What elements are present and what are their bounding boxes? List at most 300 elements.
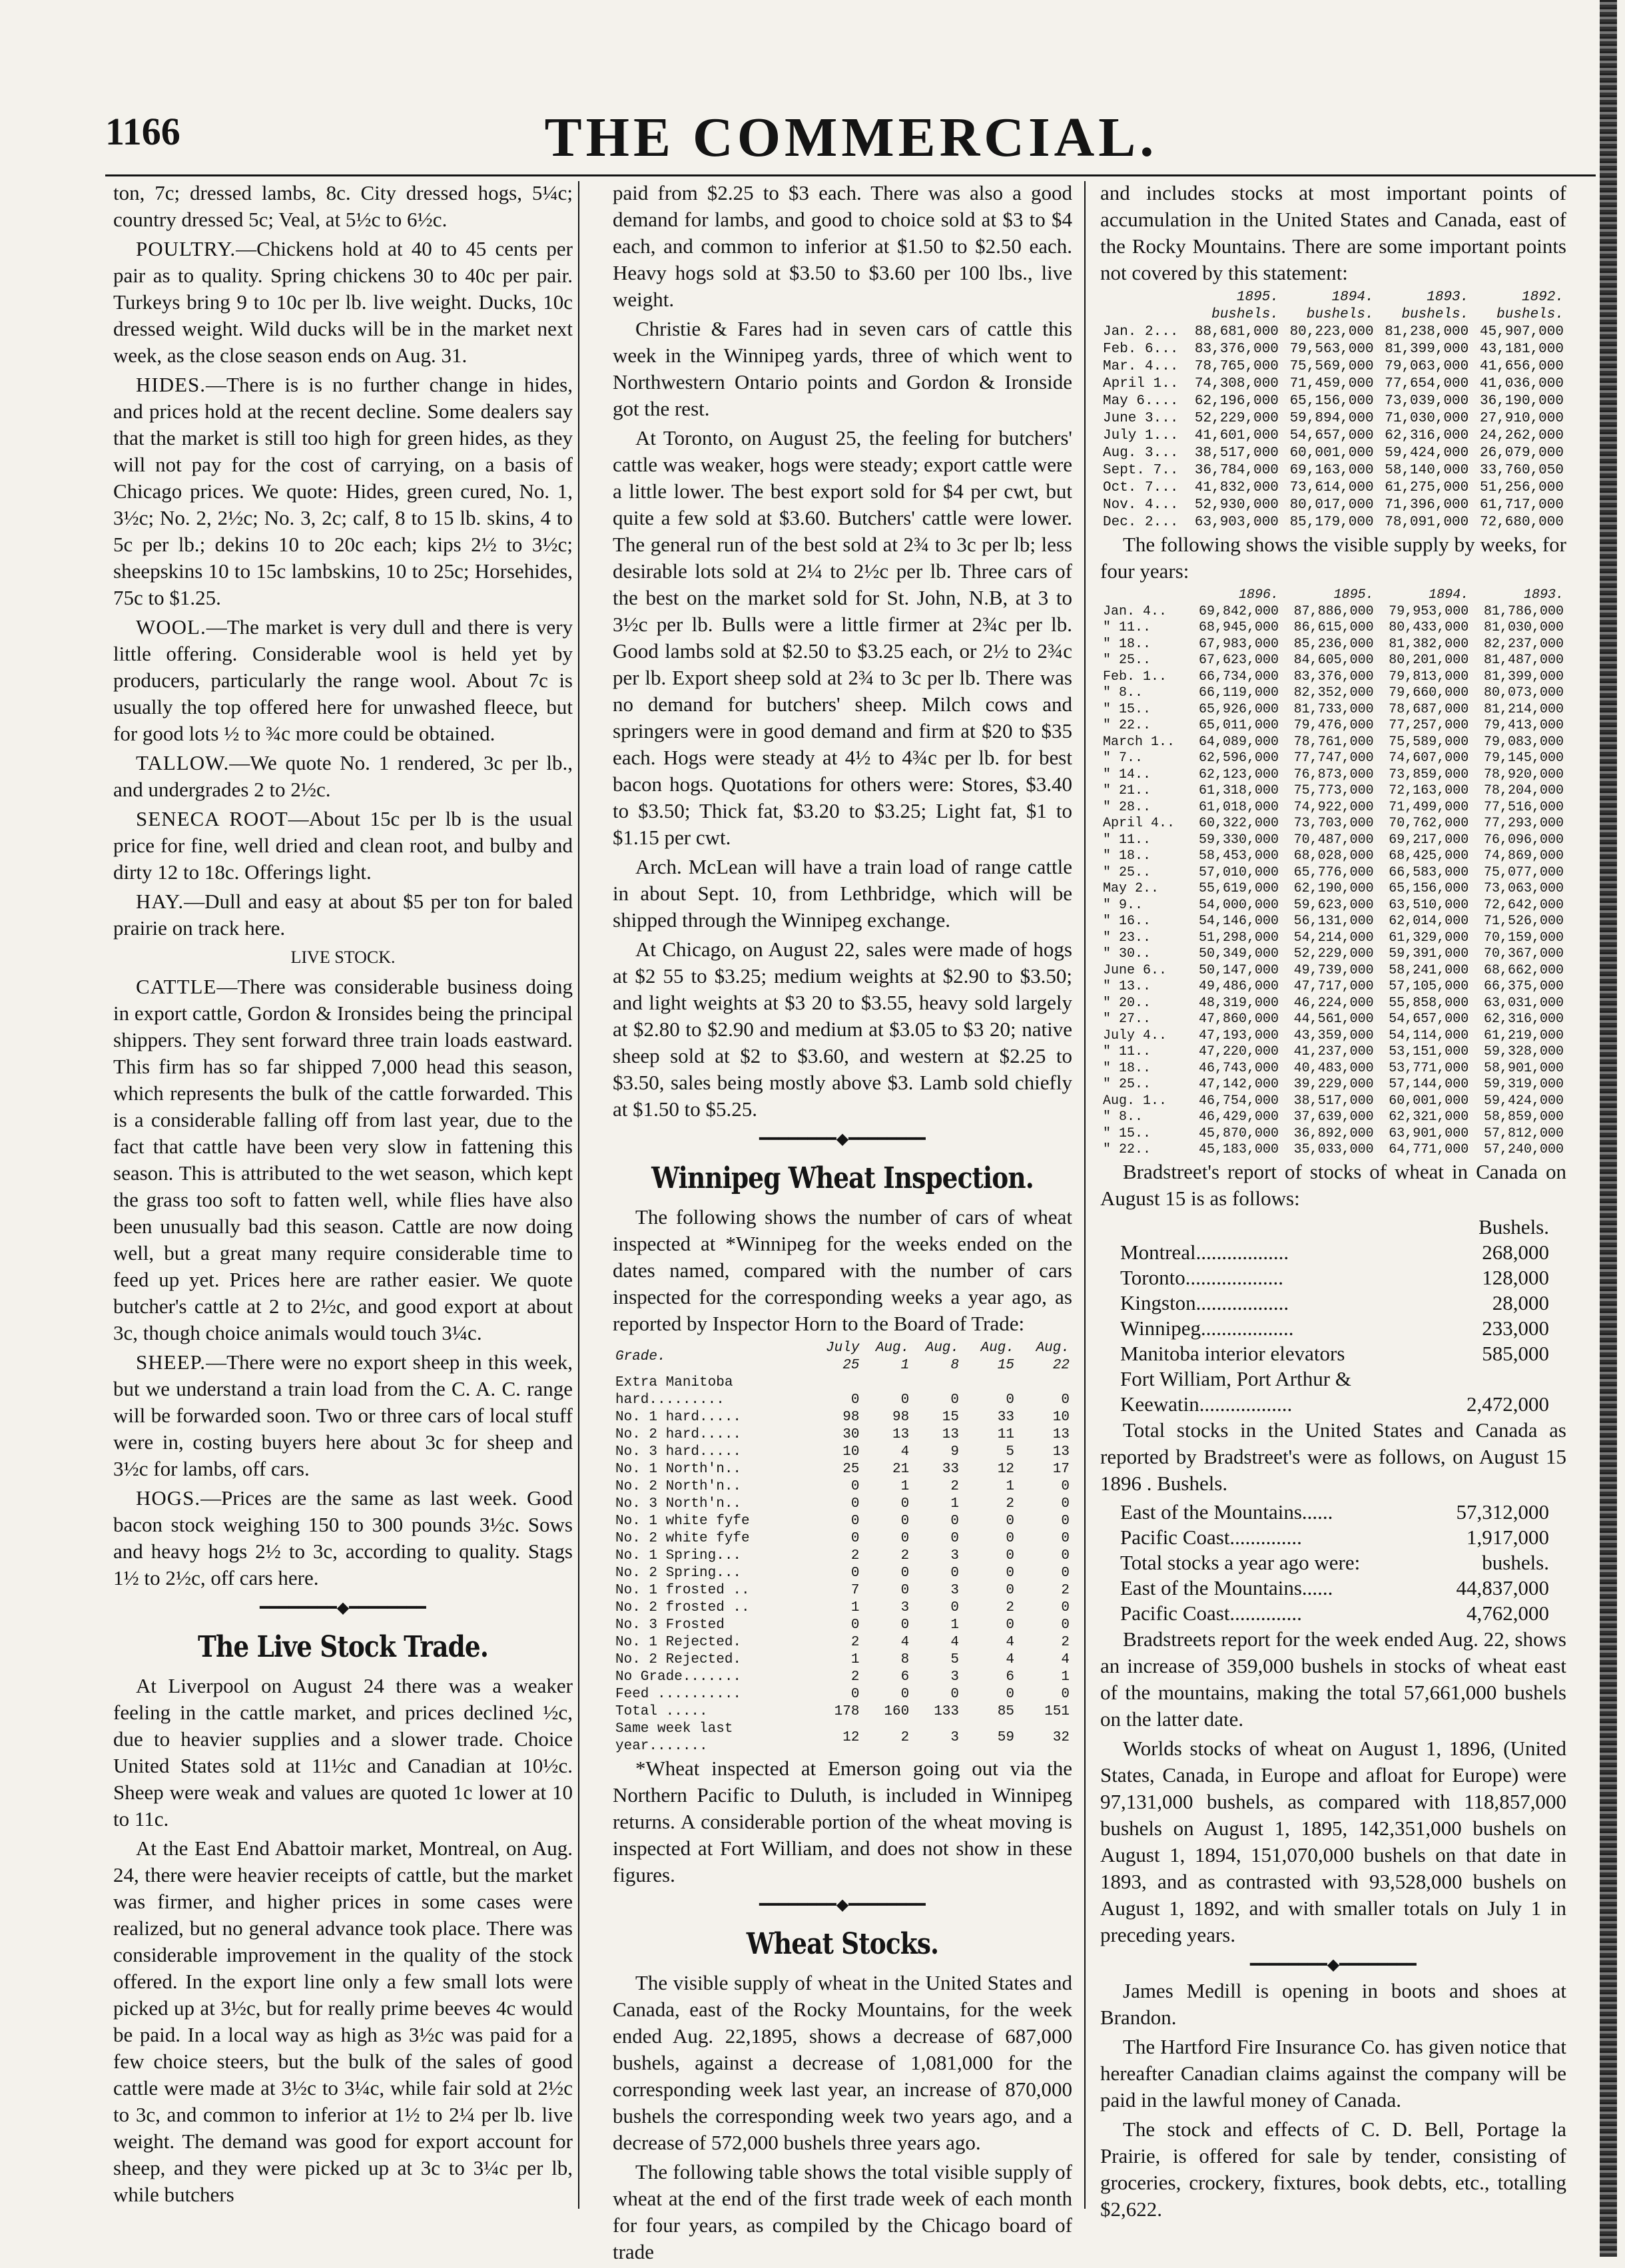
table-row: [1100, 946, 1566, 963]
table-cell: Manitoba interior elevators: [1120, 1341, 1345, 1365]
table-cell: 65,156,000: [1289, 394, 1374, 409]
run-in-head: HIDES.: [136, 373, 206, 396]
table-cell: 59,424,000: [1385, 445, 1469, 461]
paragraph-sheep: [113, 1349, 573, 1482]
table-cell: 62,316,000: [1385, 428, 1469, 443]
table-row: [613, 1582, 1072, 1599]
table-cell: 66,119,000: [1198, 685, 1279, 701]
table-row: [1100, 718, 1566, 734]
paragraph-hay: [113, 888, 573, 942]
table-row: [1100, 514, 1566, 531]
table-cell: 77,293,000: [1483, 816, 1564, 831]
table-cell: 70,762,000: [1389, 816, 1469, 831]
table-cell: Fort William, Port Arthur &: [1120, 1366, 1351, 1390]
table-cell: 13: [1052, 1444, 1070, 1460]
table-cell: 61,318,000: [1198, 783, 1279, 798]
table-cell: 9: [950, 1444, 960, 1460]
table-cell: 81,399,000: [1483, 669, 1564, 685]
column-header: [1100, 587, 1186, 604]
table-row: [1120, 1500, 1549, 1525]
table-cell: 0: [1061, 1617, 1070, 1633]
table-cell: 88,681,000: [1194, 324, 1279, 340]
table-cell: No. 2 North'n..: [615, 1479, 742, 1494]
table-cell: Total stocks a year ago were:: [1120, 1550, 1361, 1574]
table-cell: 59,894,000: [1289, 411, 1374, 426]
table-cell: 81,214,000: [1483, 701, 1564, 717]
table-cell: 3: [950, 1669, 960, 1685]
table-cell: 79,813,000: [1389, 669, 1469, 685]
column-3: [1100, 180, 1566, 2225]
table-cell: 60,001,000: [1289, 445, 1374, 461]
table-cell: 83,376,000: [1194, 342, 1279, 357]
table-cell: 0: [1061, 1496, 1070, 1512]
table-cell: 57,144,000: [1389, 1077, 1469, 1092]
table-cell: 68,662,000: [1483, 962, 1564, 978]
table-cell: 72,680,000: [1479, 515, 1564, 530]
table-row: [1100, 358, 1566, 376]
table-header-row: [1100, 289, 1566, 306]
table-cell: 3: [950, 1730, 960, 1745]
table-cell: 72,163,000: [1389, 783, 1469, 798]
table-row: [1100, 979, 1566, 995]
table-cell: 3: [950, 1548, 960, 1563]
table-cell: 2,472,000: [1466, 1392, 1549, 1416]
ornament-divider: ━━━━━━━━◆━━━━━━━━: [759, 1896, 926, 1914]
table-cell: 73,859,000: [1389, 766, 1469, 782]
table-cell: 41,656,000: [1479, 359, 1564, 374]
table-cell: Oct. 7...: [1103, 480, 1179, 495]
table-cell: 0: [900, 1583, 910, 1598]
table-cell: " 8..: [1103, 1109, 1143, 1125]
table-cell: " 22..: [1103, 718, 1151, 733]
table-cell: 0: [900, 1496, 910, 1512]
table-row: [1120, 1550, 1549, 1575]
table-cell: 6: [900, 1669, 910, 1685]
table-cell: 0: [1061, 1392, 1070, 1408]
paragraph-hogs: [113, 1485, 573, 1591]
table-cell: " 18..: [1103, 1060, 1151, 1076]
column-unit: [1100, 306, 1186, 324]
table-cell: 74,869,000: [1483, 848, 1564, 864]
table-cell: 57,812,000: [1483, 1125, 1564, 1141]
run-in-head: TALLOW.: [136, 751, 230, 774]
table-row: [1100, 750, 1566, 767]
table-cell: 71,396,000: [1385, 497, 1469, 513]
table-cell: 86,615,000: [1293, 620, 1374, 635]
table-cell: 73,063,000: [1483, 881, 1564, 896]
table-cell: 80,223,000: [1289, 324, 1374, 340]
table-cell: May 6....: [1103, 394, 1179, 409]
table-cell: 60,001,000: [1389, 1093, 1469, 1109]
table-cell: 66,583,000: [1389, 864, 1469, 880]
table-cell: 46,224,000: [1293, 995, 1374, 1011]
table-cell: No. 2 Rejected.: [615, 1652, 742, 1667]
column-unit: bushels.: [1401, 307, 1469, 322]
table-cell: 12: [842, 1730, 860, 1745]
table-cell: 80,433,000: [1389, 620, 1469, 635]
table-cell: 10: [842, 1444, 860, 1460]
table-cell: 79,083,000: [1483, 734, 1564, 750]
run-in-head: HAY.: [136, 890, 184, 913]
table-cell: 78,920,000: [1483, 766, 1564, 782]
table-cell: 58,241,000: [1389, 962, 1469, 978]
table-cell: 0: [900, 1617, 910, 1633]
table-row: [613, 1617, 1072, 1634]
table-cell: 75,589,000: [1389, 734, 1469, 750]
table-cell: [962, 1374, 1017, 1392]
paragraph: paid from $2.25 to $3 each. There was also a good demand for lambs, and good to choice sold at $3 to $4 each, and common to inferior at $1.50 to $2.50 each. Heavy hogs sold at $3.50 to $3.60 per 100 lbs., live weight.: [613, 181, 1072, 311]
table-row: [1100, 832, 1566, 849]
run-in-head: HOGS.: [136, 1486, 201, 1510]
table-cell: 1: [950, 1496, 960, 1512]
table-cell: 98: [842, 1410, 860, 1425]
table-cell: 13: [892, 1427, 910, 1442]
table-cell: 5: [1006, 1444, 1014, 1460]
table-cell: 48,319,000: [1198, 995, 1279, 1011]
table-row: [613, 1651, 1072, 1669]
table-row: [1100, 685, 1566, 702]
table-cell: 81,399,000: [1385, 342, 1469, 357]
column-unit: bushels.: [1211, 307, 1279, 322]
table-row: [1100, 800, 1566, 816]
table-cell: 26,079,000: [1479, 445, 1564, 461]
table-row: [613, 1686, 1072, 1703]
table-cell: 0: [1061, 1565, 1070, 1581]
table-cell: 62,596,000: [1198, 750, 1279, 766]
table-cell: 45,870,000: [1198, 1125, 1279, 1141]
column-header: Aug. 1: [875, 1340, 910, 1373]
section-title-live-stock-trade: The Live Stock Trade.: [198, 1630, 488, 1664]
paragraph: and includes stocks at most important points of accumulation in the United States and Canada, east of the Rocky Mountains. There are some important points not covered by this statement:: [1100, 181, 1566, 284]
table-cell: No. 3 hard.....: [615, 1444, 742, 1460]
table-cell: 6: [1006, 1669, 1014, 1685]
table-cell: 62,321,000: [1389, 1109, 1469, 1125]
table-cell: 54,114,000: [1389, 1027, 1469, 1043]
table-cell: " 11..: [1103, 620, 1151, 635]
paragraph-text: —There is is no further change in hides, and prices hold at the recent decline. Some dealers say that the market is still too high for green hides, as they will not pay for the cost of carrying, on a basis of Chicago prices. We quote: Hides, green cured, No. 1, 3½c; No. 2, 2½c; No. 3, 2c; calf, 8 to 15 lb. skins, 4 to 5c per lb.; dekins 10 to 20c each; kips 2½ to 3½c; sheepskins 10 to 15c lambskins, 10 to 25c; Horsehides, 75c to $1.25.: [113, 373, 573, 609]
table-cell: 0: [1061, 1514, 1070, 1529]
table-cell: 79,476,000: [1293, 718, 1374, 733]
table-cell: 0: [850, 1531, 860, 1546]
table-cell: 33,760,050: [1479, 463, 1564, 478]
ornament-divider: ━━━━━━━━◆━━━━━━━━: [1250, 1956, 1417, 1974]
us-stocks-body: [1120, 1500, 1549, 1626]
table-cell: Jan. 4..: [1103, 603, 1167, 619]
table-cell: 85,236,000: [1293, 636, 1374, 652]
column-unit: bushels.: [1496, 307, 1564, 322]
table-cell: 52,930,000: [1194, 497, 1279, 513]
table-cell: 2: [1006, 1496, 1014, 1512]
table-cell: 71,526,000: [1483, 914, 1564, 929]
column-header: 1895.: [1236, 290, 1279, 305]
table-cell: 0: [900, 1687, 910, 1702]
table-row: [1120, 1366, 1549, 1392]
table-cell: July 1...: [1103, 428, 1179, 443]
table-cell: 78,091,000: [1385, 515, 1469, 530]
table-row: [613, 1444, 1072, 1461]
table-cell: 36,784,000: [1194, 463, 1279, 478]
table-cell: No. 2 white fyfe: [615, 1531, 750, 1546]
table-cell: [1017, 1374, 1072, 1392]
table-cell: 0: [1006, 1548, 1014, 1563]
table-cell: 63,903,000: [1194, 515, 1279, 530]
column-unit: Bushels.: [1478, 1215, 1549, 1239]
table-row-last-year: [613, 1721, 1072, 1755]
table-cell: 4: [1061, 1652, 1070, 1667]
paragraph: The following table shows the total visible supply of wheat at the end of the first trade week of each month for four years, as compiled by the Chicago board of trade: [613, 2160, 1072, 2263]
table-cell: 12: [997, 1462, 1014, 1477]
table-cell: 13: [942, 1427, 960, 1442]
table-cell: 58,453,000: [1198, 848, 1279, 864]
table-cell: " 11..: [1103, 832, 1151, 848]
table-cell: 78,687,000: [1389, 701, 1469, 717]
table-cell: " 22..: [1103, 1142, 1151, 1157]
column-header: Grade.: [615, 1349, 666, 1364]
table-cell: Montreal..................: [1120, 1240, 1289, 1264]
table-cell: Pacific Coast..............: [1120, 1601, 1302, 1625]
table-cell: 64,089,000: [1198, 734, 1279, 750]
table-cell: 62,123,000: [1198, 766, 1279, 782]
table-cell: 2: [850, 1548, 860, 1563]
table-cell: 27,910,000: [1479, 411, 1564, 426]
paragraph: Bradstreet's report of stocks of wheat in Canada on August 15 is as follows:: [1100, 1159, 1566, 1210]
table-cell: No. 3 North'n..: [615, 1496, 742, 1512]
table-cell: 55,619,000: [1198, 881, 1279, 896]
run-in-head: CATTLE: [136, 975, 217, 998]
us-stocks-table: [1120, 1500, 1549, 1626]
table-cell: 38,517,000: [1293, 1093, 1374, 1109]
table-cell: 60,322,000: [1198, 816, 1279, 831]
table-cell: 69,163,000: [1289, 463, 1374, 478]
column-unit: bushels.: [1306, 307, 1374, 322]
table-cell: " 18..: [1103, 636, 1151, 652]
table-cell: 2: [950, 1479, 960, 1494]
table-row: [1100, 1011, 1566, 1028]
table-cell: 66,734,000: [1198, 669, 1279, 685]
table-cell: Same week last year.......: [615, 1721, 733, 1754]
table-cell: 61,275,000: [1385, 480, 1469, 495]
table-cell: 43,181,000: [1479, 342, 1564, 357]
table-cell: 65,926,000: [1198, 701, 1279, 717]
table-cell: May 2..: [1103, 881, 1159, 896]
table-cell: 57,240,000: [1483, 1142, 1564, 1157]
table-row: [1100, 1093, 1566, 1110]
table-row: [613, 1634, 1072, 1651]
table-cell: 40,483,000: [1293, 1060, 1374, 1076]
table-cell: 74,607,000: [1389, 750, 1469, 766]
table-cell: Pacific Coast..............: [1120, 1525, 1302, 1549]
table-cell: 0: [1061, 1687, 1070, 1702]
table-cell: 17: [1052, 1462, 1070, 1477]
table-cell: 59,424,000: [1483, 1093, 1564, 1109]
table-cell: 61,329,000: [1389, 930, 1469, 946]
table-cell: 65,011,000: [1198, 718, 1279, 733]
paragraph: Bradstreets report for the week ended Aug. 22, shows an increase of 359,000 bushels in stocks of wheat east of the mountains, making the total 57,661,000 bushels on the latter date.: [1100, 1627, 1566, 1731]
table-cell: April 4..: [1103, 816, 1175, 831]
table-cell: 0: [900, 1565, 910, 1581]
table-cell: 0: [900, 1392, 910, 1408]
table-cell: 75,773,000: [1293, 783, 1374, 798]
table-row: [1120, 1392, 1549, 1417]
table-row: [613, 1374, 1072, 1392]
table-cell: Aug. 3...: [1103, 445, 1179, 461]
table-cell: East of the Mountains......: [1120, 1500, 1333, 1524]
table-row: [1120, 1265, 1549, 1290]
table-cell: 128,000: [1482, 1265, 1549, 1289]
table-cell: 85,179,000: [1289, 515, 1374, 530]
table-row: [1100, 914, 1566, 930]
paragraph-tallow: [113, 750, 573, 803]
table-cell: " 21..: [1103, 783, 1151, 798]
table-cell: No. 1 North'n..: [615, 1462, 742, 1477]
table-cell: 233,000: [1482, 1316, 1549, 1340]
table-cell: 21: [892, 1462, 910, 1477]
paragraph-text: —Chickens hold at 40 to 45 cents per pair as to quality. Spring chickens 30 to 40c per pair. Turkeys bring 9 to 10c per lb. live weight. Ducks, 10c dressed weight. Wild ducks will be in the market next week, as the close season ends on Aug. 31.: [113, 237, 573, 367]
paragraph: At Toronto, on August 25, the feeling for butchers' cattle was weaker, hogs were steady; export cattle were a little lower. The best export sold for $4 per cwt, but quite a few sold at $3.60. Butchers' cattle were lower. The general run of the best sold at 2¾ to 3c per lb; less desirable lots sold at 2¼ to 2½c per lb. Three cars of the best on the market sold for St. John, N.B, at 3 to 3½c per lb. Bulls were a little firmer at 2¾c per lb. Good lambs sold at $2.50 to $3.25 each, or 2½ to 2¾c per lb. Export sheep sold at 2¾ to 3c per lb. There was no demand for butchers' sheep. Milch cows and springers were in good demand and firm at $20 to $35 each. Hogs were steady at 4½ to 4¾c per lb. for best bacon hogs. Quotations for others were: Stores, $3.40 to $3.50; Thick fat, $3.20 to $3.25; Light fat, $1 to $1.15 per cwt.: [613, 426, 1072, 849]
paragraph-text: —Dull and easy at about $5 per ton for baled prairie on track here.: [113, 890, 573, 940]
table-cell: No. 1 Rejected.: [615, 1635, 742, 1650]
page-number: 1166: [105, 110, 180, 153]
table-cell: 79,953,000: [1389, 603, 1469, 619]
table-cell: 2: [900, 1548, 910, 1563]
table-row: [1100, 816, 1566, 832]
table-row: [1100, 669, 1566, 686]
paragraph-text: —The market is very dull and there is very little offering. Considerable wool is held yet by producers, particularly the range wool. About 7c is usually the top offered here for unwashed fleece, but for good lots ½ to ¾c more could be obtained.: [113, 615, 573, 745]
table-row: [1100, 497, 1566, 514]
paragraph: The following shows the number of cars of wheat inspected at *Winnipeg for the weeks ended on the dates named, compared with the number of cars inspected for the corresponding weeks a year ago, as reported by Inspector Horn to the Board of Trade:: [613, 1205, 1072, 1335]
table-cell: bushels.: [1482, 1550, 1549, 1574]
table-cell: 15: [942, 1410, 960, 1425]
table-cell: 0: [850, 1392, 860, 1408]
table-cell: 61,717,000: [1479, 497, 1564, 513]
table-row: [613, 1409, 1072, 1426]
paragraph-hides: [113, 372, 573, 611]
table-cell: 59,319,000: [1483, 1077, 1564, 1092]
table-cell: 0: [1061, 1600, 1070, 1615]
table-cell: 2: [850, 1669, 860, 1685]
table-cell: " 9..: [1103, 897, 1143, 913]
table-row: [1120, 1525, 1549, 1550]
table-cell: 57,312,000: [1456, 1500, 1549, 1524]
paragraph: James Medill is opening in boots and shoes at Brandon.: [1100, 1978, 1566, 2029]
table-cell: 64,771,000: [1389, 1142, 1469, 1157]
table-cell: 0: [850, 1479, 860, 1494]
table-cell: " 13..: [1103, 979, 1151, 994]
table-cell: 50,147,000: [1198, 962, 1279, 978]
table-cell: Feb. 6...: [1103, 342, 1179, 357]
table-cell: 0: [1006, 1687, 1014, 1702]
table-cell: " 27..: [1103, 1011, 1151, 1027]
table-cell: 2: [850, 1635, 860, 1650]
table-cell: " 28..: [1103, 799, 1151, 815]
table-cell: 24,262,000: [1479, 428, 1564, 443]
table-cell: 268,000: [1482, 1240, 1549, 1264]
table-cell: 81,238,000: [1385, 324, 1469, 340]
table-cell: 0: [1006, 1531, 1014, 1546]
table-row: [1100, 341, 1566, 358]
canada-stocks-body: [1120, 1240, 1549, 1417]
table-cell: No. 2 frosted ..: [615, 1600, 750, 1615]
table-cell: 73,703,000: [1293, 816, 1374, 831]
table-cell: No. 1 hard.....: [615, 1410, 742, 1425]
table-cell: 55,858,000: [1389, 995, 1469, 1011]
table-cell: 0: [1061, 1479, 1070, 1494]
table-cell: 79,413,000: [1483, 718, 1564, 733]
table-row: [1100, 1028, 1566, 1045]
table-row: [613, 1548, 1072, 1565]
table-row: [1100, 930, 1566, 947]
table-cell: " 15..: [1103, 701, 1151, 717]
table-cell: Keewatin..................: [1120, 1392, 1293, 1416]
table-cell: 87,886,000: [1293, 603, 1374, 619]
table-cell: Feed ..........: [615, 1687, 742, 1702]
table-cell: 13: [1052, 1427, 1070, 1442]
column-header: Aug. 15: [980, 1340, 1014, 1373]
table-cell: 70,367,000: [1483, 946, 1564, 962]
table-cell: 63,901,000: [1389, 1125, 1469, 1141]
table-cell: " 11..: [1103, 1044, 1151, 1059]
table-cell: 98: [892, 1410, 910, 1425]
table-cell: 79,660,000: [1389, 685, 1469, 701]
table-row: [1100, 604, 1566, 621]
table-cell: 0: [850, 1687, 860, 1702]
column-header: 1894.: [1429, 587, 1469, 603]
paragraph: The visible supply of wheat in the United States and Canada, east of the Rocky Mountains, for the week ended Aug. 22,1895, shows a decrease of 687,000 bushels, against a decrease of 1,081,000 for the corresponding week last year, an increase of 870,000 bushels the corresponding week two years ago, and a decrease of 572,000 bushels three years ago.: [613, 1971, 1072, 2154]
table-cell: 79,563,000: [1289, 342, 1374, 357]
table-cell: 41,601,000: [1194, 428, 1279, 443]
table-cell: No. 1 frosted ..: [615, 1583, 750, 1598]
table-cell: " 25..: [1103, 1077, 1151, 1092]
table-cell: 71,459,000: [1289, 376, 1374, 392]
table-cell: 4,762,000: [1466, 1601, 1549, 1625]
table-cell: 178: [834, 1704, 860, 1719]
run-in-head: SENECA ROOT: [136, 807, 288, 830]
table-cell: 1: [850, 1652, 860, 1667]
table-cell: 76,096,000: [1483, 832, 1564, 848]
monthly-supply-body: [1100, 324, 1566, 531]
column-header: Aug. 22: [1036, 1340, 1070, 1373]
table-cell: [807, 1374, 862, 1392]
column-rule-1: [578, 181, 579, 2209]
table-cell: 10: [1052, 1410, 1070, 1425]
table-cell: 151: [1044, 1704, 1070, 1719]
table-cell: 2: [1061, 1635, 1070, 1650]
table-cell: " 25..: [1103, 653, 1151, 668]
table-cell: 54,657,000: [1289, 428, 1374, 443]
table-cell: 71,030,000: [1385, 411, 1469, 426]
table-cell: 59,391,000: [1389, 946, 1469, 962]
table-cell: 85: [997, 1704, 1014, 1719]
page-header: [105, 99, 1597, 178]
table-cell: 78,204,000: [1483, 783, 1564, 798]
table-cell: 82,237,000: [1483, 636, 1564, 652]
header-rule: [105, 174, 1596, 176]
inspection-table: [613, 1340, 1072, 1755]
table-cell: 0: [1006, 1617, 1014, 1633]
table-row: [1100, 653, 1566, 669]
table-cell: 68,028,000: [1293, 848, 1374, 864]
table-cell: 59: [997, 1730, 1014, 1745]
table-cell: 45,183,000: [1198, 1142, 1279, 1157]
table-cell: 1: [900, 1479, 910, 1494]
table-cell: 83,376,000: [1293, 669, 1374, 685]
paragraph: Worlds stocks of wheat on August 1, 1896, (United States, Canada, in Europe and afloat for Europe) were 97,131,000 bushels, as compared with 118,857,000 bushels on August 1, 1895, 142,351,000 bushels on August 1, 1894, 151,070,000 bushels on that date in 1893, and as contrasted with 93,528,000 bushels on August 1, 1892, and with smaller totals on July 1 in preceding years.: [1100, 1736, 1566, 1946]
table-cell: 52,229,000: [1293, 946, 1374, 962]
table-cell: 66,375,000: [1483, 979, 1564, 994]
table-cell: Mar. 4...: [1103, 359, 1179, 374]
table-cell: Jan. 2...: [1103, 324, 1179, 340]
table-cell: 68,425,000: [1389, 848, 1469, 864]
